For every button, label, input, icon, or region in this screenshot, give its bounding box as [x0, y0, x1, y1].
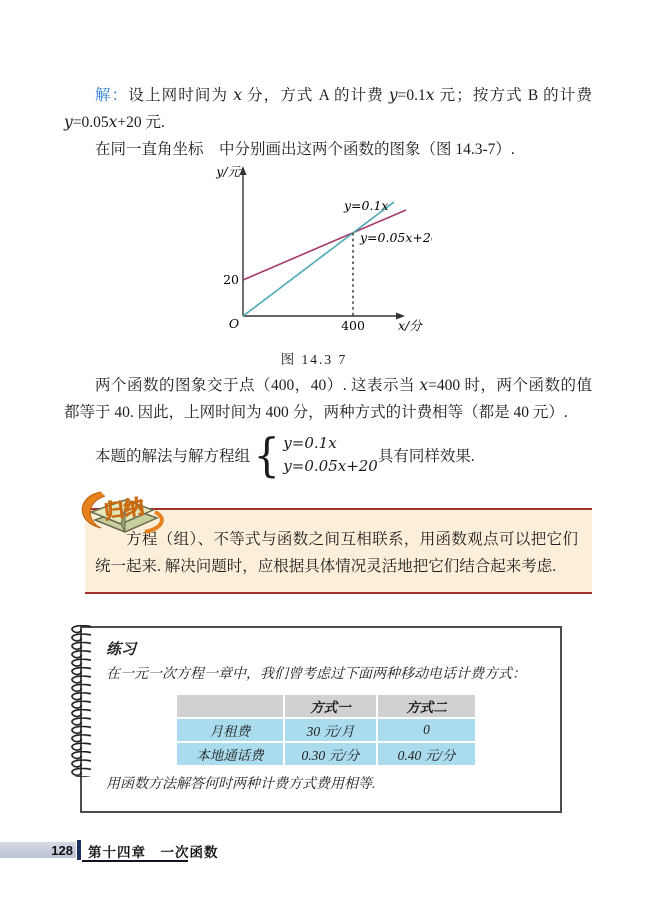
text-segment: 分，方式 A 的计费 — [241, 87, 389, 104]
page-footer — [0, 840, 650, 870]
table-row-local-call-fee — [177, 743, 475, 765]
text-segment: =0.05 — [72, 114, 109, 131]
text-segment: 设上网时间为 — [128, 87, 234, 104]
method-suffix: 具有同样效果. — [377, 448, 475, 465]
text-segment: x — [233, 86, 242, 104]
text-segment: +20 元. — [117, 114, 165, 131]
figure-14-3-7 — [194, 165, 434, 368]
line1-equation-label: y=0.1x — [344, 198, 389, 213]
text-segment: x — [419, 376, 429, 394]
figure-caption: 图 14.3 7 — [280, 352, 348, 367]
page-number-bar — [0, 842, 76, 858]
page-number: 128 — [51, 842, 73, 858]
header-empty — [177, 695, 283, 717]
cell-value: 0 — [378, 719, 475, 741]
x-axis-label: x/分 — [398, 318, 422, 333]
line2-equation-label: y=0.05x+20 — [360, 230, 432, 245]
text-segment: y — [388, 86, 398, 104]
summary-text: 方程（组）、不等式与函数之间互相联系，用函数观点可以把它们统一起来. 解决问题时，应根据具体情况灵活地把它们结合起来考虑. — [95, 531, 578, 575]
cell-value: 0.40 元/分 — [378, 743, 475, 765]
summary-badge-label: 归纳 — [102, 494, 146, 524]
header-plan2: 方式二 — [378, 695, 475, 717]
cell-value: 0.30 元/分 — [285, 743, 376, 765]
y-axis-label: y/元 — [216, 165, 240, 179]
exercise-intro: 在一元一次方程一章中，我们曾考虑过下面两种移动电话计费方式： — [106, 667, 526, 682]
text-segment: y — [64, 113, 73, 131]
chapter-title: 第十四章 一次函数 — [88, 845, 219, 860]
text-segment: =0.1 — [397, 87, 426, 104]
method-prefix: 本题的解法与解方程组 — [95, 448, 251, 465]
cell-value: 30 元/月 — [285, 719, 376, 741]
equation-system-row — [95, 428, 592, 482]
table-row-monthly-fee — [177, 719, 475, 741]
series-line-b — [243, 210, 406, 280]
footer-divider — [77, 840, 81, 860]
origin-label: O — [228, 316, 240, 331]
footer-rule — [82, 860, 188, 862]
equation-2: y=0.05x+20 — [283, 457, 378, 475]
cell-label: 本地通话费 — [177, 743, 283, 765]
text-segment: 解： — [95, 87, 129, 104]
spiral-binding-icon — [67, 625, 93, 777]
x-tick-400: 400 — [341, 318, 365, 333]
text-segment: 两个函数的图象交于点（400，40）. 这表示当 — [95, 377, 420, 394]
series-line-a — [243, 202, 394, 316]
cell-label: 月租费 — [177, 719, 283, 741]
y-tick-20: 20 — [223, 272, 239, 287]
summary-box — [85, 494, 592, 594]
exercise-outro: 用函数方法解答何时两种计费方式费用相等. — [106, 777, 376, 792]
main-content — [64, 82, 592, 813]
text-segment: x — [108, 113, 118, 131]
summary-badge-book-icon — [67, 482, 179, 542]
brace-icon: { — [253, 428, 280, 482]
table-header-row — [177, 695, 475, 717]
line-chart — [194, 165, 432, 337]
equation-column — [283, 432, 378, 478]
billing-table — [175, 693, 477, 767]
text-segment: 元；按方式 B 的计费 — [434, 87, 592, 104]
equation-1: y=0.1x — [283, 434, 337, 452]
exercise-box — [80, 626, 562, 813]
text-segment: x — [425, 86, 435, 104]
exercise-title: 练习 — [106, 642, 137, 658]
solution-paragraph-2 — [64, 136, 592, 163]
analysis-paragraph — [64, 372, 592, 426]
text-segment: 在同一直角坐标 中分别画出这两个函数的图象（图 14.3-7）. — [95, 141, 515, 158]
y-axis-arrow-icon — [240, 166, 247, 175]
solution-paragraph-1 — [64, 82, 592, 136]
text-segment: =400 时，两个函数的值都等于 40. 因此，上网时间为 400 分，两种方式的计费相等（都是 40 元）. — [64, 377, 592, 421]
header-plan1: 方式一 — [285, 695, 376, 717]
